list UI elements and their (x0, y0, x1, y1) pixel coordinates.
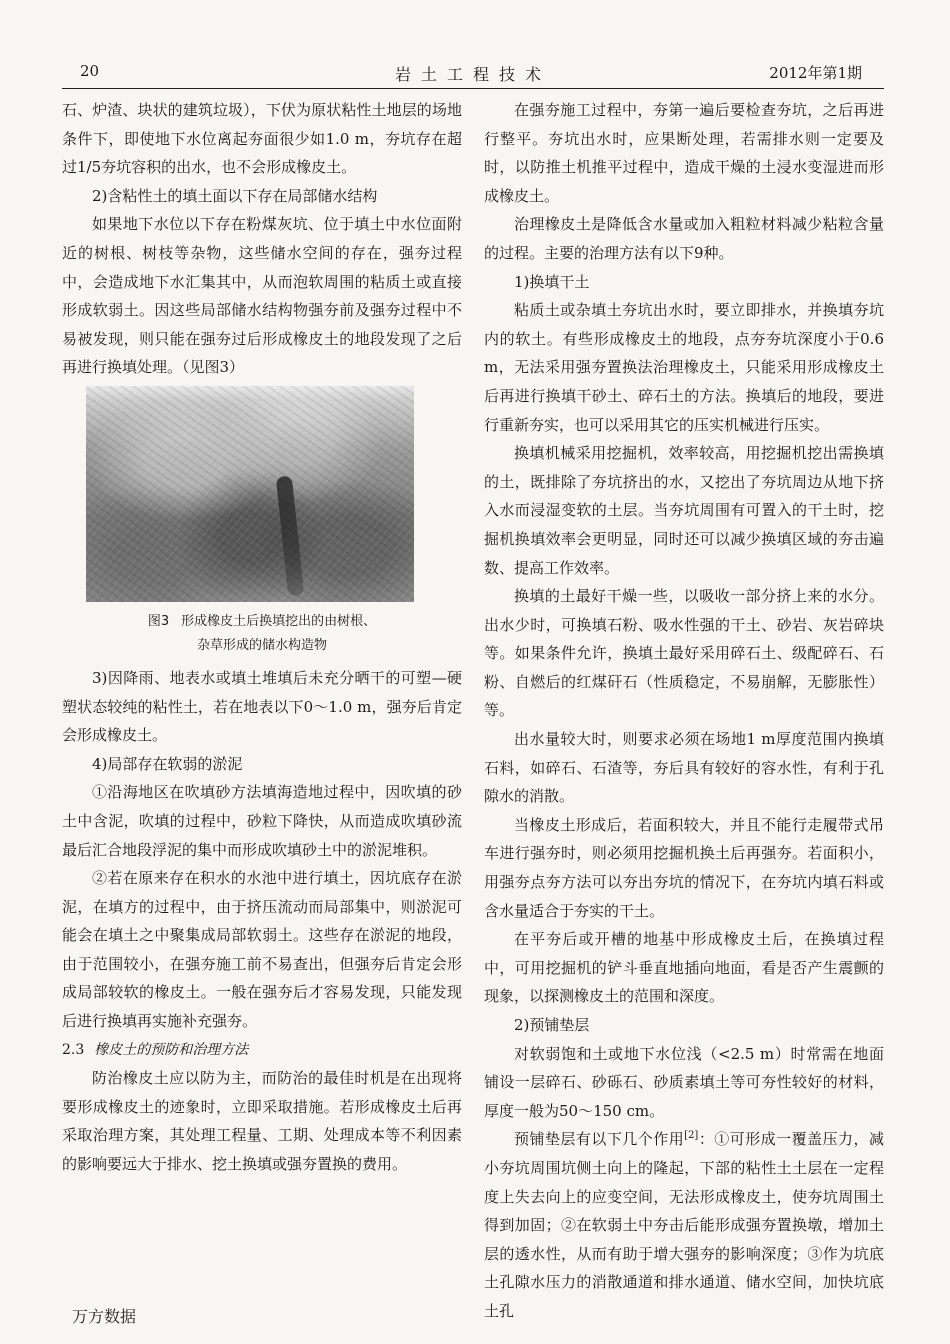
paragraph: 石、炉渣、块状的建筑垃圾），下伏为原状粘性土地层的场地条件下，即使地下水位离起夯面很少如1.0 m，夯坑存在超过1/5夯坑容积的出水，也不会形成橡皮土。 (62, 101, 462, 177)
method-title: 1)换填干土 (514, 272, 590, 291)
right-column (484, 96, 884, 1326)
method-title: 2)预铺垫层 (514, 1016, 590, 1034)
list-item-title: 4)局部存在软弱的淤泥 (92, 754, 243, 773)
figure-number: 图3 (147, 613, 170, 629)
paragraph: 出水量较大时，则要求必须在场地1 m厚度范围内换填石料，如碎石、石渣等，夯后具有较好的容水性，有利于孔隙水的消散。 (484, 730, 884, 806)
figure-3 (62, 386, 462, 658)
paragraph: 换填机械采用挖掘机，效率较高，用挖掘机挖出需换填的土，既排除了夯坑挤出的水，又挖出了夯坑周边从地下挤入水而浸湿变软的土层。当夯坑周围有可置入的干土时，挖掘机换填效率会更明显，同时还可以减少换填区域的夯击遍数、提高工作效率。 (484, 444, 884, 577)
paragraph: ②若在原来存在积水的水池中进行填土，因坑底存在淤泥，在填方的过程中，由于挤压流动而局部集中，则淤泥可能会在填土之中聚集成局部软弱土。这些存在淤泥的地段，由于范围较小，在强夯施工前不易查出，但强夯后肯定会形成局部较软的橡皮土。一般在强夯后才容易发现，只能发现后进行换填再实施补充强夯。 (62, 869, 462, 1031)
figure-photo (86, 386, 414, 602)
paragraph: 防治橡皮土应以防为主，而防治的最佳时机是在出现将要形成橡皮土的迹象时，立即采取措施。若形成橡皮土后再采取治理方案，其处理工程量、工期、处理成本等不利因素的影响要远大于排水、挖土换填或强夯置换的费用。 (62, 1069, 462, 1174)
paragraph: 治理橡皮土是降低含水量或加入粗粒材料减少粘粒含量的过程。主要的治理方法有以下9种。 (484, 215, 884, 262)
paragraph: 如果地下水位以下存在粉煤灰坑、位于填土中水位面附近的树根、树枝等杂物，这些储水空间的存在，强夯过程中，会造成地下水汇集其中，从而泡软周围的粘质土或直接形成软弱土。因这些局部储水结构物强夯前及强夯过程中不易被发现，则只能在强夯过后形成橡皮土的地段发现了之后再进行换填处理。（见图3） (62, 215, 462, 377)
running-header (62, 62, 884, 89)
paragraph: 换填的土最好干燥一些，以吸收一部分挤上来的水分。出水少时，可换填石粉、吸水性强的干土、砂岩、灰岩碎块等。如果条件允许，换填土最好采用碎石土、级配碎石、石粉、自燃后的红煤矸石（性质稳定，不易崩解，无膨胀性）等。 (484, 587, 884, 720)
photo-texture (86, 386, 414, 602)
section-title: 橡皮土的预防和治理方法 (94, 1041, 249, 1058)
section-heading (62, 1036, 462, 1065)
paragraph: 在强夯施工过程中，夯第一遍后要检查夯坑，之后再进行整平。夯坑出水时，应果断处理，若需排水则一定要及时，以防推土机推平过程中，造成干燥的土浸水变湿进而形成橡皮土。 (484, 101, 884, 205)
section-number: 2.3 (62, 1041, 85, 1058)
paragraph: 粘质土或杂填土夯坑出水时，要立即排水，并换填夯坑内的软土。有些形成橡皮土的地段，点夯夯坑深度小于0.6 m，无法采用强夯置换法治理橡皮土，只能采用形成橡皮土后再进行换填干砂土、碎石土的方法。换填后的地段，要进行重新夯实，也可以采用其它的压实机械进行压实。 (484, 301, 884, 434)
journal-title: 岩土工程技术 (394, 65, 551, 84)
text-run: 预铺垫层有以下几个作用 (514, 1130, 685, 1149)
list-item-title: 2)含粘性土的填土面以下存在局部储水结构 (92, 186, 378, 205)
paragraph (484, 1125, 884, 1325)
caption-line-1: 形成橡皮土后换填挖出的由树根、 (181, 613, 377, 629)
citation-ref[interactable]: [2] (684, 1130, 699, 1142)
text-run: ：①可形成一覆盖压力，减小夯坑周围坑侧土向上的隆起，下部的粘性土土层在一定程度上失去向上的应变空间，无法形成橡皮土，使夯坑周围土得到加固；②在软弱土中夯击后能形成强夯置换墩，增加土层的透水性，从而有助于增大强夯的影响深度；③作为坑底土孔隙水压力的消散通道和排水通道、储水空间，加快坑底土孔 (484, 1130, 884, 1320)
issue-label: 2012年第1期 (769, 64, 862, 82)
page-number: 20 (80, 62, 100, 80)
paragraph: 3)因降雨、地表水或填土堆填后未充分晒干的可塑—硬塑状态较纯的粘性土，若在地表以下0～1.0 m，强夯后肯定会形成橡皮土。 (62, 668, 462, 745)
paragraph: ①沿海地区在吹填砂方法填海造地过程中，因吹填的砂土中含泥，吹填的过程中，砂粒下降快，从而造成吹填砂流最后汇合地段浮泥的集中而形成吹填砂土中的淤泥堆积。 (62, 783, 462, 859)
paragraph: 在平夯后或开槽的地基中形成橡皮土后，在换填过程中，可用挖掘机的铲斗垂直地插向地面，看是否产生震颤的现象，以探测橡皮土的范围和深度。 (484, 930, 884, 1006)
paragraph: 对软弱饱和土或地下水位浅（<2.5 m）时常需在地面铺设一层碎石、砂砾石、砂质素填土等可夯性较好的材料，厚度一般为50～150 cm。 (484, 1044, 884, 1120)
left-column (62, 96, 462, 1179)
caption-line-2: 杂草形成的储水构造物 (196, 637, 327, 653)
paragraph: 当橡皮土形成后，若面积较大，并且不能行走履带式吊车进行强夯时，则必须用挖掘机换土后再强夯。若面积小，用强夯点夯方法可以夯出夯坑的情况下，在夯坑内填石料或含水量适合于夯实的干土。 (484, 815, 884, 920)
figure-caption (62, 610, 462, 658)
watermark: 万方数据 (72, 1307, 137, 1326)
